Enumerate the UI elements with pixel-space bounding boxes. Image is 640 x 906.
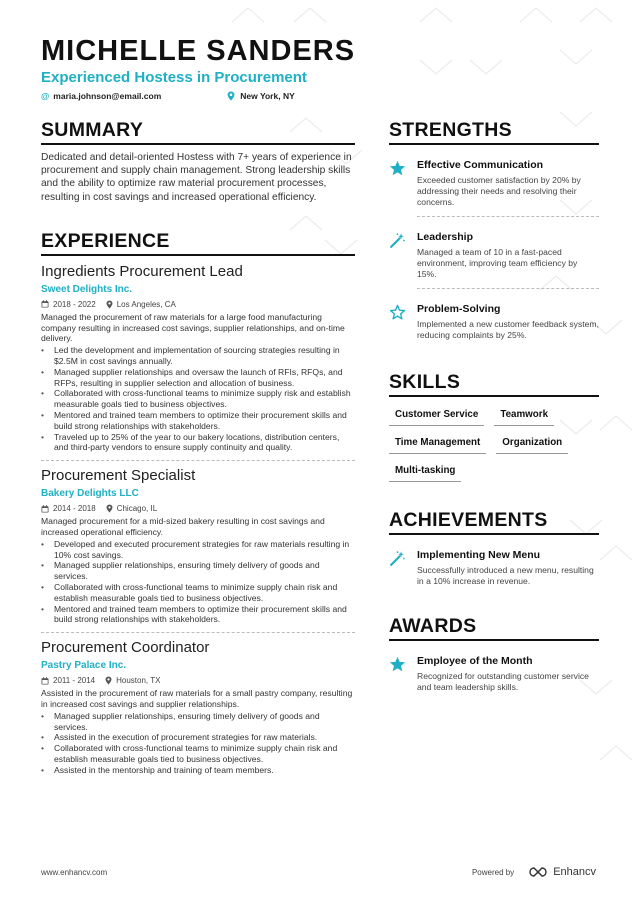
summary-text: Dedicated and detail-oriented Hostess with 7+ years of experience in procurement and supply chain management. Strong leadership skills and the ability to optimize raw material procurement processes, resulting in cost savings and increased operational efficiency. xyxy=(41,152,352,203)
job-location: Chicago, IL xyxy=(116,504,158,514)
experience-heading: EXPERIENCE xyxy=(41,230,355,256)
map-pin-icon xyxy=(105,676,112,685)
email-text[interactable]: maria.johnson@email.com xyxy=(53,91,162,101)
magic-wand-icon xyxy=(389,550,406,567)
job-description: Managed the procurement of raw materials for a large food manufacturing company resulting in increased cost savings, supplier relationships, and on-time delivery. xyxy=(41,311,345,344)
achievement-title: Implementing New Menu xyxy=(417,549,541,561)
page-footer xyxy=(41,866,596,878)
section-divider xyxy=(417,288,599,289)
list-item: • Collaborated with cross-functional teams to minimize supply chain risk and establish measurable goals tied to business objectives. xyxy=(41,582,355,604)
job-location: Los Angeles, CA xyxy=(116,299,176,309)
footer-url[interactable]: www.enhancv.com xyxy=(41,867,108,877)
list-item: • Collaborated with cross-functional teams to minimize supply chain risk and establish measurable goals tied to business objectives. xyxy=(41,743,355,765)
achievements-section xyxy=(389,509,599,587)
job-title: Ingredients Procurement Lead xyxy=(41,262,243,280)
award-desc: Recognized for outstanding customer service and team leadership skills. xyxy=(417,671,589,692)
calendar-icon xyxy=(41,677,49,685)
star-filled-icon xyxy=(389,656,406,672)
strength-title: Effective Communication xyxy=(417,159,544,171)
job-meta xyxy=(41,676,355,685)
enhancv-logo-icon xyxy=(528,866,548,878)
list-item: • Led the development and implementation of sourcing strategies resulting in $2.5M in cost savings annually. xyxy=(41,345,355,367)
candidate-name: MICHELLE SANDERS xyxy=(41,35,356,67)
section-divider xyxy=(41,460,355,461)
company-name: Sweet Delights Inc. xyxy=(41,283,133,295)
star-filled-icon xyxy=(389,160,406,176)
magic-wand-icon xyxy=(389,232,406,249)
right-column xyxy=(389,119,599,693)
candidate-tagline: Experienced Hostess in Procurement xyxy=(41,69,307,86)
at-sign-icon: @ xyxy=(41,91,50,101)
star-outline-icon xyxy=(389,304,406,320)
map-pin-icon xyxy=(106,504,113,513)
job-meta xyxy=(41,300,355,309)
list-item: • Collaborated with cross-functional teams to minimize supply risk and establish measurable goals tied to business objectives. xyxy=(41,388,355,410)
job-entry xyxy=(41,639,355,775)
calendar-icon xyxy=(41,300,49,308)
job-bullets xyxy=(41,711,355,776)
footer-brand xyxy=(472,866,596,878)
map-pin-icon xyxy=(227,91,235,101)
job-meta xyxy=(41,504,355,513)
job-dates: 2014 - 2018 xyxy=(53,504,96,514)
job-description: Assisted in the procurement of raw materials for a small pastry company, resulting in increased cost savings and supplier relationships. xyxy=(41,688,353,709)
strength-title: Problem-Solving xyxy=(417,303,501,315)
job-title: Procurement Coordinator xyxy=(41,639,210,657)
company-name: Pastry Palace Inc. xyxy=(41,660,127,672)
strengths-heading: STRENGTHS xyxy=(389,119,599,145)
strength-desc: Exceeded customer satisfaction by 20% by addressing their needs and resolving their concerns. xyxy=(417,175,581,207)
awards-heading: AWARDS xyxy=(389,615,599,641)
strength-item xyxy=(389,231,599,289)
skill-tag: Organization xyxy=(496,431,568,454)
list-item: • Mentored and trained team members to optimize their procurement skills and build strong relationships with stakeholders. xyxy=(41,410,355,432)
contact-info xyxy=(41,91,601,101)
summary-section xyxy=(41,119,355,204)
achievements-heading: ACHIEVEMENTS xyxy=(389,509,599,535)
skill-tag: Time Management xyxy=(389,431,486,454)
location-contact xyxy=(227,91,294,101)
section-divider xyxy=(417,216,599,217)
strength-item xyxy=(389,303,599,341)
powered-by-text: Powered by xyxy=(471,867,515,877)
brand-name: Enhancv xyxy=(553,866,596,878)
job-bullets xyxy=(41,345,355,453)
experience-section xyxy=(41,230,355,776)
strength-item xyxy=(389,159,599,217)
job-bullets xyxy=(41,539,355,625)
company-name: Bakery Delights LLC xyxy=(41,488,139,500)
job-entry xyxy=(41,263,355,461)
list-item: • Traveled up to 25% of the year to our bakery locations, distribution centers, and third-party vendors to ensure supply continuity and quality. xyxy=(41,432,355,454)
job-entry xyxy=(41,467,355,633)
list-item: • Assisted in the mentorship and training of team members. xyxy=(41,765,355,776)
email-contact xyxy=(41,91,161,101)
list-item: • Managed supplier relationships, ensuring timely delivery of goods and services. xyxy=(41,560,355,582)
award-item xyxy=(389,655,599,693)
job-title: Procurement Specialist xyxy=(41,467,196,485)
list-item: • Managed supplier relationships and oversaw the launch of RFIs, RFQs, and RFPs, resulting in supplier selection and allocation of business. xyxy=(41,367,355,389)
skill-tag: Customer Service xyxy=(389,403,484,426)
list-item: • Developed and executed procurement strategies for raw materials resulting in 10% cost savings. xyxy=(41,539,355,561)
location-text: New York, NY xyxy=(240,91,295,101)
achievement-desc: Successfully introduced a new menu, resulting in a 10% increase in revenue. xyxy=(417,565,594,586)
map-pin-icon xyxy=(106,300,113,309)
strength-title: Leadership xyxy=(417,231,474,243)
resume-header xyxy=(41,36,601,101)
list-item: • Mentored and trained team members to optimize their procurement skills and build strong relationships with stakeholders. xyxy=(41,604,355,626)
summary-heading: SUMMARY xyxy=(41,119,355,145)
enhancv-logo[interactable] xyxy=(528,866,596,878)
award-title: Employee of the Month xyxy=(417,655,533,667)
list-item: • Assisted in the execution of procurement strategies for raw materials. xyxy=(41,732,355,743)
section-divider xyxy=(41,632,355,633)
skills-list xyxy=(389,403,599,487)
skills-heading: SKILLS xyxy=(389,371,599,397)
skills-section xyxy=(389,371,599,487)
calendar-icon xyxy=(41,505,49,513)
skill-tag: Multi-tasking xyxy=(389,459,461,482)
job-dates: 2018 - 2022 xyxy=(53,299,96,309)
strength-desc: Managed a team of 10 in a fast-paced environment, improving team efficiency by 15%. xyxy=(417,247,578,279)
left-column xyxy=(41,119,355,776)
awards-section xyxy=(389,615,599,693)
job-location: Houston, TX xyxy=(116,676,161,686)
strengths-section xyxy=(389,119,599,341)
skill-tag: Teamwork xyxy=(494,403,554,426)
job-description: Managed procurement for a mid-sized bakery resulting in cost savings and increased operational efficiency. xyxy=(41,516,325,537)
list-item: • Managed supplier relationships, ensuring timely delivery of goods and services. xyxy=(41,711,355,733)
achievement-item xyxy=(389,549,599,587)
job-dates: 2011 - 2014 xyxy=(53,676,96,686)
strength-desc: Implemented a new customer feedback system, reducing complaints by 25%. xyxy=(417,319,599,340)
